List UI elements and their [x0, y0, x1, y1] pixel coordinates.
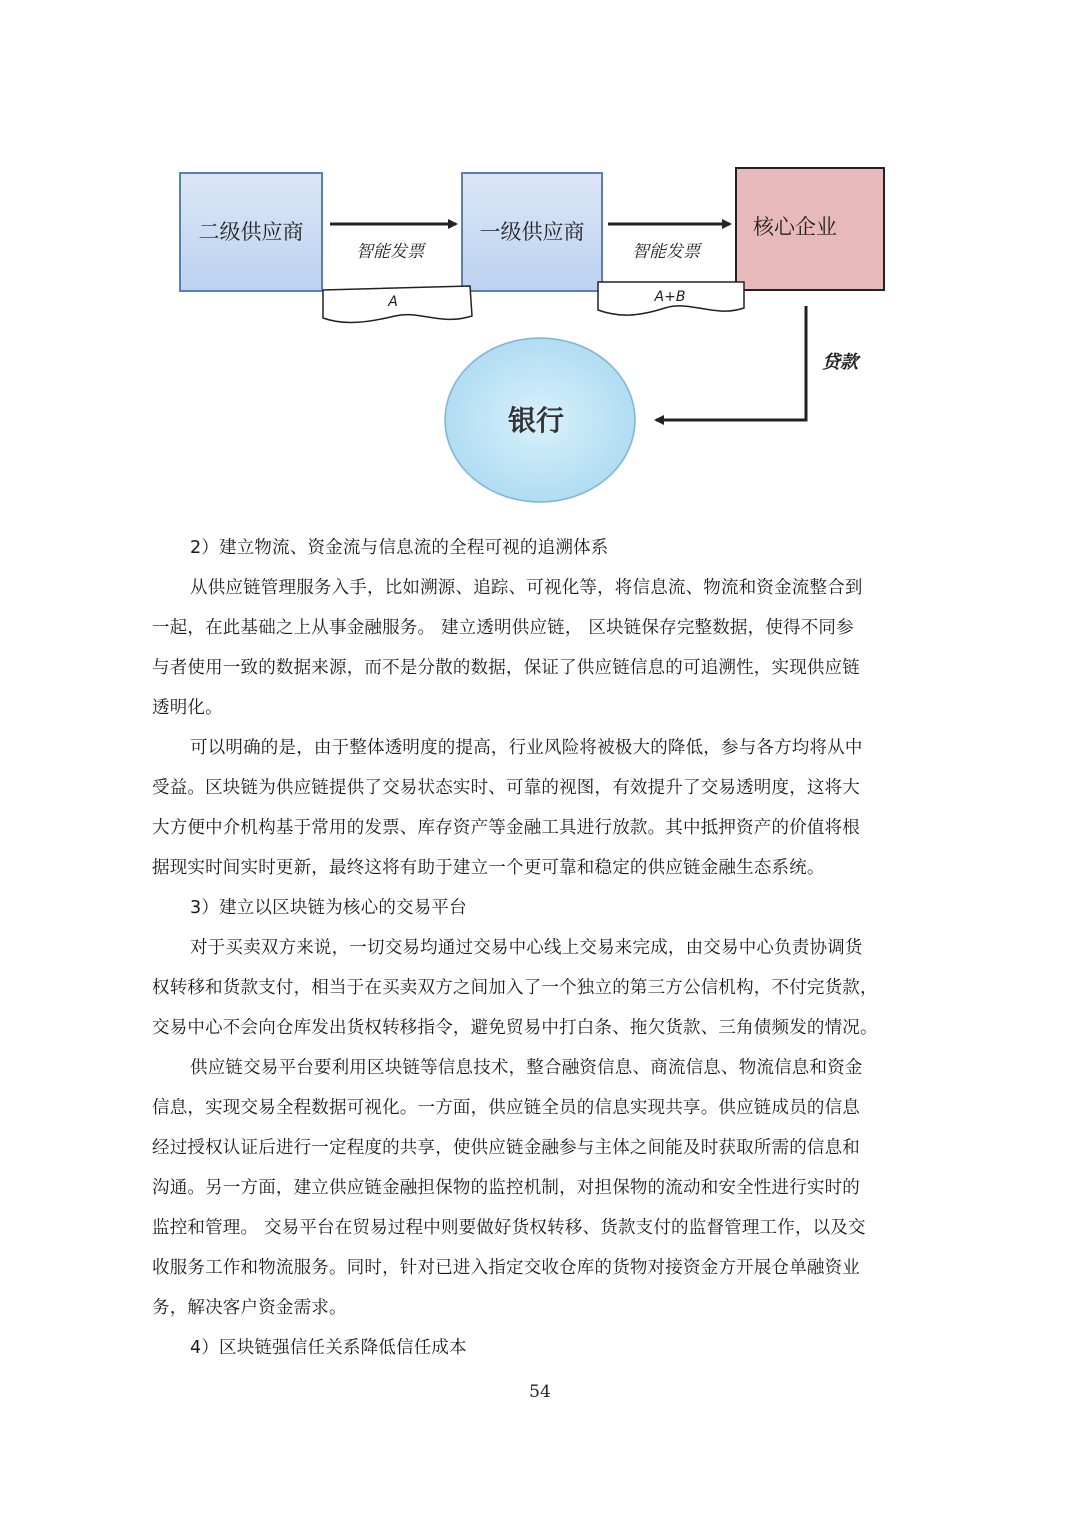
- primary-supplier-node: [462, 173, 602, 291]
- loan-label: 贷款: [822, 352, 858, 373]
- bank-node: [445, 338, 635, 502]
- paragraph-line: 受益。区块链为供应链提供了交易状态实时、可靠的视图，有效提升了交易透明度，这将大: [152, 778, 860, 798]
- paragraph-line: 监控和管理。 交易平台在贸易过程中则要做好货权转移、货款支付的监督管理工作，以及交: [152, 1218, 866, 1238]
- paragraph-line: 透明化。: [152, 698, 223, 718]
- paragraph-line: 经过授权认证后进行一定程度的共享，使供应链金融参与主体之间能及时获取所需的信息和: [152, 1138, 860, 1158]
- paragraph-line: 对于买卖双方来说，一切交易均通过交易中心线上交易来完成，由交易中心负责协调货: [190, 938, 863, 958]
- primary-supplier-label: 一级供应商: [479, 220, 585, 244]
- secondary-supplier-label: 二级供应商: [198, 220, 304, 244]
- paragraph-line: 一起，在此基础之上从事金融服务。 建立透明供应链， 区块链保存完整数据，使得不同参: [152, 618, 854, 638]
- invoice-flag-ab: [598, 282, 744, 315]
- paragraph-line: 大方便中介机构基于常用的发票、库存资产等金融工具进行放款。其中抵押资产的价值将根: [152, 818, 860, 838]
- paragraph-line: 收服务工作和物流服务。同时，针对已进入指定交收仓库的货物对接资金方开展仓单融资业: [152, 1258, 860, 1278]
- paragraph-line: 从供应链管理服务入手，比如溯源、追踪、可视化等，将信息流、物流和资金流整合到: [190, 578, 863, 598]
- flag-ab-label: A+B: [654, 289, 686, 305]
- page-number: 54: [529, 1382, 551, 1402]
- supply-chain-diagram: [0, 0, 1080, 520]
- invoice-flag-a: [323, 286, 472, 322]
- invoice-label-2: 智能发票: [632, 242, 700, 262]
- loan-arrow: [656, 306, 806, 420]
- secondary-supplier-node: [180, 173, 322, 291]
- section-heading-4: 4）区块链强信任关系降低信任成本: [190, 1338, 467, 1358]
- section-heading-2: 2）建立物流、资金流与信息流的全程可视的追溯体系: [190, 538, 609, 558]
- paragraph-line: 供应链交易平台要利用区块链等信息技术，整合融资信息、商流信息、物流信息和资金: [190, 1058, 863, 1078]
- flag-a-label: A: [388, 294, 398, 310]
- paragraph-line: 与者使用一致的数据来源，而不是分散的数据，保证了供应链信息的可追溯性，实现供应链: [152, 658, 860, 678]
- paragraph-line: 据现实时间实时更新，最终这将有助于建立一个更可靠和稳定的供应链金融生态系统。: [152, 858, 825, 878]
- body-text: [152, 528, 930, 1368]
- core-enterprise-label: 核心企业: [753, 215, 837, 239]
- paragraph-line: 可以明确的是，由于整体透明度的提高，行业风险将被极大的降低，参与各方均将从中: [190, 738, 863, 758]
- bank-label: 银行: [507, 404, 565, 437]
- paragraph-line: 交易中心不会向仓库发出货权转移指令，避免贸易中打白条、拖欠货款、三角债频发的情况。: [152, 1018, 878, 1038]
- invoice-label-1: 智能发票: [356, 242, 424, 262]
- paragraph-line: 信息，实现交易全程数据可视化。一方面，供应链全员的信息实现共享。供应链成员的信息: [152, 1098, 860, 1118]
- paragraph-line: 权转移和货款支付，相当于在买卖双方之间加入了一个独立的第三方公信机构，不付完货款，: [152, 978, 878, 998]
- paragraph-line: 沟通。另一方面，建立供应链金融担保物的监控机制，对担保物的流动和安全性进行实时的: [152, 1178, 860, 1198]
- paragraph-line: 务，解决客户资金需求。: [152, 1298, 347, 1318]
- core-enterprise-node: [736, 168, 884, 290]
- section-heading-3: 3）建立以区块链为核心的交易平台: [190, 898, 467, 918]
